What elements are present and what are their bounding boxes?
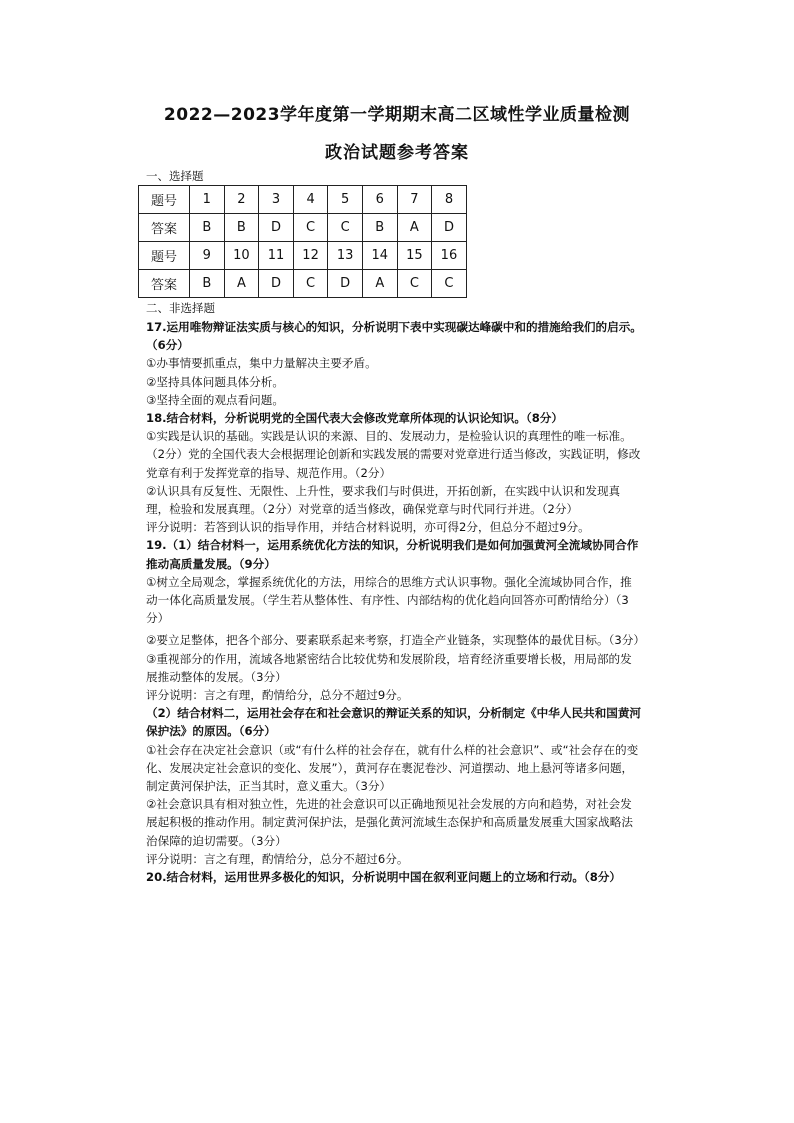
- question-number: 7: [397, 186, 432, 214]
- table-row: [139, 186, 467, 214]
- question-19-2: （2）结合材料二，运用社会存在和社会意识的辩证关系的知识，分析制定《中华人民共和国黄河保护法》的原因。（6分）: [146, 706, 642, 739]
- question-number: 14: [362, 242, 397, 270]
- question-number: 2: [224, 186, 259, 214]
- answer-cell: A: [397, 214, 432, 242]
- section-heading-essay: 二、非选择题: [146, 301, 215, 315]
- answer-point: ②坚持具体问题具体分析。: [146, 374, 284, 389]
- answer-point: ②社会意识具有相对独立性，先进的社会意识可以正确地预见社会发展的方向和趋势，对社会发展起积极的推动作用。制定黄河保护法，是强化黄河流域生态保护和高质量发展重大国家战略法治保障的迫切需要。（3分）: [146, 797, 633, 848]
- question-number: 10: [224, 242, 259, 270]
- table-row: [139, 242, 467, 270]
- answer-cell: D: [432, 214, 467, 242]
- table-row-label: 答案: [139, 270, 190, 298]
- answer-point: ①实践是认识的基础。实践是认识的来源、目的、发展动力，是检验认识的真理性的唯一标准。（2分）党的全国代表大会根据理论创新和实践发展的需要对党章进行适当修改，实践证明，修改党章有利于发挥党章的指导、规范作用。（2分）: [146, 429, 641, 480]
- answer-cell: C: [293, 214, 328, 242]
- table-row-label: 题号: [139, 242, 190, 270]
- question-18: 18.结合材料，分析说明党的全国代表大会修改党章所体现的认识论知识。（8分）: [146, 411, 563, 426]
- question-number: 13: [328, 242, 363, 270]
- question-number: 12: [293, 242, 328, 270]
- question-number: 9: [190, 242, 225, 270]
- answer-point: ①社会存在决定社会意识（或“有什么样的社会存在，就有什么样的社会意识”、或“社会存在的变化、发展决定社会意识的变化、发展”），黄河存在裹泥卷沙、河道摆动、地上悬河等诸多问题，制定黄河保护法，正当其时，意义重大。（3分）: [146, 742, 639, 794]
- question-number: 3: [259, 186, 294, 214]
- question-19-1: 19.（1）结合材料一，运用系统优化方法的知识，分析说明我们是如何加强黄河全流域协同合作推动高质量发展。（9分）: [146, 538, 639, 571]
- scoring-note: 评分说明：若答到认识的指导作用，并结合材料说明，亦可得2分，但总分不超过9分。: [146, 520, 590, 535]
- section-heading-choice: 一、选择题: [146, 169, 204, 183]
- answer-cell: C: [328, 214, 363, 242]
- answer-cell: D: [259, 214, 294, 242]
- table-row-label: 答案: [139, 214, 190, 242]
- scoring-note: 评分说明：言之有理，酌情给分，总分不超过9分。: [146, 688, 409, 703]
- answer-cell: C: [432, 270, 467, 298]
- question-number: 1: [190, 186, 225, 214]
- answer-cell: B: [190, 214, 225, 242]
- answer-cell: A: [362, 270, 397, 298]
- answer-point: ②认识具有反复性、无限性、上升性，要求我们与时俱进，开拓创新，在实践中认识和发现真理，检验和发展真理。（2分）对党章的适当修改，确保党章与时代同行并进。（2分）: [146, 483, 621, 517]
- question-number: 16: [432, 242, 467, 270]
- answer-cell: B: [190, 270, 225, 298]
- answer-cell: D: [259, 270, 294, 298]
- answer-cell: B: [362, 214, 397, 242]
- question-number: 6: [362, 186, 397, 214]
- table-row: [139, 270, 467, 298]
- question-20: 20.结合材料，运用世界多极化的知识，分析说明中国在叙利亚问题上的立场和行动。（8分）: [146, 870, 621, 885]
- answer-point: ③坚持全面的观点看问题。: [146, 392, 284, 407]
- answer-point: ③重视部分的作用，流域各地紧密结合比较优势和发展阶段，培育经济重要增长极，用局部的发展推动整体的发展。（3分）: [146, 651, 632, 684]
- answer-body: [146, 318, 645, 886]
- page-subtitle: 政治试题参考答案: [325, 143, 469, 163]
- scoring-note: 评分说明：言之有理，酌情给分，总分不超过6分。: [146, 851, 409, 866]
- answer-cell: D: [328, 270, 363, 298]
- page-title: 2022—2023学年度第一学期期末高二区域性学业质量检测: [163, 105, 631, 125]
- table-row-label: 题号: [139, 186, 190, 214]
- question-number: 5: [328, 186, 363, 214]
- question-number: 15: [397, 242, 432, 270]
- answer-cell: B: [224, 214, 259, 242]
- table-row: [139, 214, 467, 242]
- answer-cell: C: [293, 270, 328, 298]
- answer-point: ①办事情要抓重点，集中力量解决主要矛盾。: [146, 356, 377, 371]
- answer-point: ②要立足整体，把各个部分、要素联系起来考察，打造全产业链条，实现整体的最优目标。（3分）: [146, 633, 645, 648]
- question-number: 11: [259, 242, 294, 270]
- answer-cell: A: [224, 270, 259, 298]
- question-17: 17.运用唯物辩证法实质与核心的知识，分析说明下表中实现碳达峰碳中和的措施给我们的启示。（6分）: [146, 320, 642, 353]
- answer-point: ①树立全局观念，掌握系统优化的方法，用综合的思维方式认识事物。强化全流域协同合作，推动一体化高质量发展。（学生若从整体性、有序性、内部结构的优化趋向回答亦可酌情给分）（3分）: [146, 574, 632, 626]
- answer-cell: C: [397, 270, 432, 298]
- answer-table: [138, 185, 467, 298]
- question-number: 4: [293, 186, 328, 214]
- question-number: 8: [432, 186, 467, 214]
